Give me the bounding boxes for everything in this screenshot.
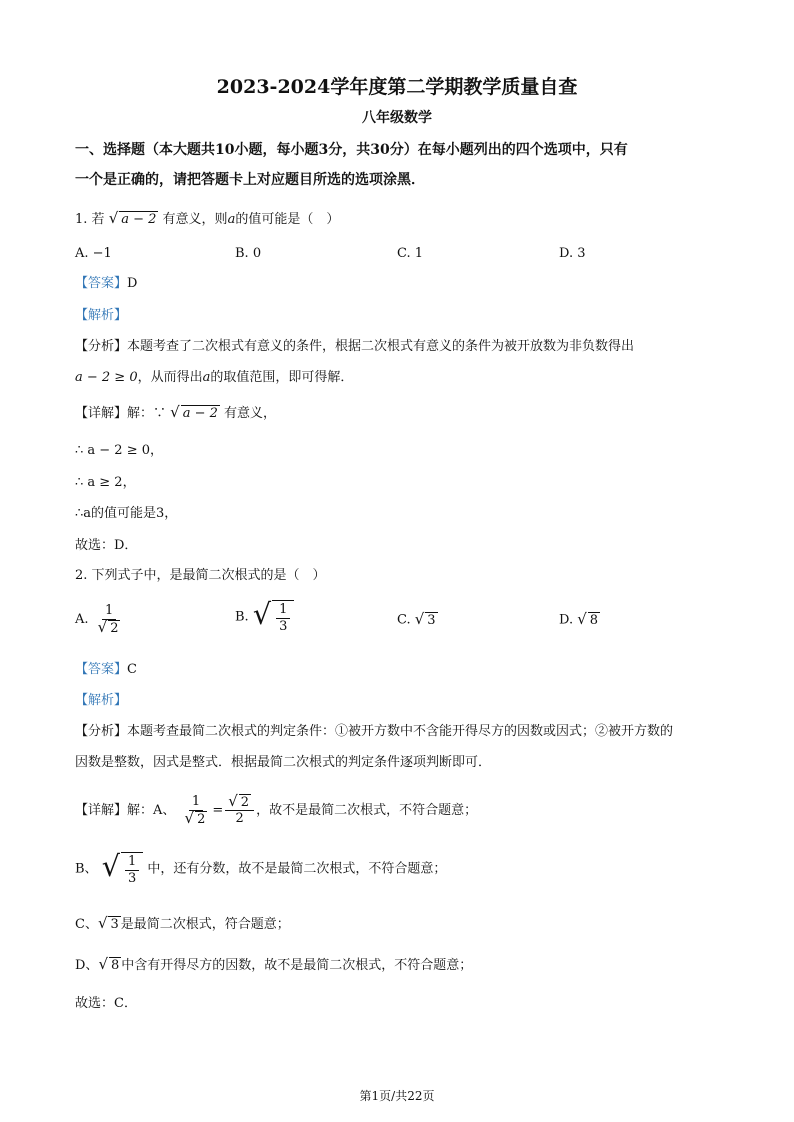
q2-fenxi-line2: 因数是整数，因式是整式．根据最简二次根式的判定条件逐项判断即可．: [75, 755, 492, 770]
q2-detail-a: 【详解】解：A、 1 √ 2 = √ 2 2 ，故不是最简二次根式，不符合题意；: [75, 792, 478, 827]
q2-option-a-den: 2: [110, 620, 119, 636]
q2-detail-b-num: 1: [125, 854, 139, 871]
q2-detail-a-suffix: ，故不是最简二次根式，不符合题意；: [256, 802, 478, 818]
q2-detail-b-den: 3: [127, 870, 137, 886]
q1-option-b: B. 0: [235, 246, 262, 261]
q1-detail-suffix: 有意义，: [224, 406, 277, 421]
q2-option-d: D. √ 8: [559, 610, 599, 628]
q1-analysis-tag: 【解析】: [75, 308, 128, 323]
section-heading-line2: 一个是正确的，请把答题卡上对应题目所选的选项涂黑．: [75, 172, 425, 188]
q2-option-d-label: D.: [559, 612, 574, 628]
q1-detail-prefix: 解：∵: [127, 406, 167, 421]
q2-detail-a-frac: 1 √ 2: [184, 794, 206, 827]
q2-detail-a-num: 1: [189, 794, 203, 811]
q2-detail-a-rnum: 2: [240, 795, 250, 810]
q2-option-c: C. √ 3: [397, 610, 436, 628]
q2-detail-d-radicand: 8: [110, 958, 120, 974]
q2-detail-d-suffix: 中含有开得尽方的因数，故不是最简二次根式，不符合题意；: [121, 958, 473, 973]
q2-analysis-tag: 【解析】: [75, 693, 128, 708]
page-title: 2023-2024学年度第二学期教学质量自查: [216, 76, 578, 98]
q2-detail-b-suffix: 中，还有分数，故不是最简二次根式，不符合题意；: [147, 861, 447, 877]
q2-detail-a-rden: 2: [235, 811, 244, 827]
q2-conclusion: 故选：C．: [75, 996, 137, 1011]
q1-sqrt: √ a − 2: [108, 209, 157, 228]
q2-detail-d: D、 √ 8 中含有开得尽方的因数，故不是最简二次根式，不符合题意；: [75, 955, 473, 974]
q2-option-a-num: 1: [102, 603, 116, 620]
page-footer: 第1页/共22页: [359, 1089, 435, 1103]
q2-option-a: [75, 603, 125, 636]
q1-fenxi-text: 本题考查了二次根式有意义的条件，根据二次根式有意义的条件为被开放数为非负数得出: [127, 339, 635, 354]
q2-option-a-frac: 1 √ 2: [97, 603, 119, 636]
q2-detail-c-radicand: 3: [110, 917, 119, 933]
q1-option-a: A. −1: [75, 246, 112, 261]
q1-fenxi-text2b: 的取值范围，即可得解．: [210, 370, 354, 385]
q1-fenxi-line2: [75, 368, 353, 388]
q2-option-b-den: 3: [279, 618, 288, 634]
q1-var: a: [227, 212, 236, 227]
q1-detail-tag: 【详解】: [75, 406, 128, 421]
q2-option-c-label: C.: [397, 612, 411, 628]
q1-detail-line: [75, 404, 276, 424]
q2-option-b-num: 1: [276, 602, 290, 619]
section-heading-line1: 一、选择题（本大题共10小题，每小题3分，共30分）在每小题列出的四个选项中，只有: [75, 142, 628, 158]
q1-step1: ∴ a − 2 ≥ 0，: [75, 443, 164, 458]
q2-detail-c-suffix: 是最简二次根式，符合题意；: [120, 917, 290, 932]
q1-suffix-a: 有意义，则: [162, 212, 228, 227]
q2-stem: 2. 下列式子中，是最简二次根式的是（ ）: [75, 568, 326, 583]
q2-detail-b-sqrt: √ $\frac{1}{3}$: [102, 852, 144, 886]
page-subtitle: 八年级数学: [362, 110, 432, 126]
q2-option-c-radicand: 3: [427, 613, 436, 628]
q1-radicand: a − 2: [121, 212, 157, 228]
q2-option-b-sqrt: √ $\frac{1}{3}$: [253, 600, 295, 634]
q2-option-a-label: A.: [75, 611, 89, 627]
q2-detail-c-prefix: C、: [75, 917, 98, 932]
q1-conclusion: 故选：D．: [75, 538, 138, 553]
q2-option-b-label: B.: [235, 609, 249, 625]
q1-stem: [75, 210, 339, 230]
q2-detail-d-prefix: D、: [75, 958, 99, 973]
q1-detail-sqrt: √ a − 2: [170, 403, 218, 422]
q1-answer-tag: 【答案】: [75, 276, 128, 291]
q1-fenxi-var: a: [202, 370, 211, 385]
q2-detail-a-prefix: 解：A、: [127, 802, 176, 818]
q2-detail-c: C、 √ 3 是最简二次根式，符合题意；: [75, 914, 290, 933]
q1-step2: ∴ a ≥ 2，: [75, 475, 136, 490]
q2-detail-tag: 【详解】: [75, 802, 128, 818]
q2-detail-b-prefix: B、: [75, 861, 98, 877]
q1-fenxi-line1: [75, 337, 634, 357]
q2-option-d-radicand: 8: [589, 613, 599, 628]
q1-fenxi-expr: a − 2 ≥ 0: [75, 370, 138, 385]
q1-answer-value: D: [127, 276, 138, 291]
q2-fenxi-text1: 本题考查最简二次根式的判定条件：①被开方数中不含能开得尽方的因数或因式；②被开方数的: [127, 724, 674, 739]
q1-suffix-b: 的值可能是（ ）: [235, 212, 340, 227]
q1-prefix: 1. 若: [75, 212, 105, 227]
q2-fenxi-tag: 【分析】: [75, 724, 128, 739]
q1-option-c: C. 1: [397, 246, 424, 261]
q1-step3: ∴a的值可能是3，: [75, 506, 178, 521]
q1-option-d: D. 3: [559, 246, 586, 261]
q1-fenxi-tag: 【分析】: [75, 339, 128, 354]
q2-detail-b: [75, 849, 447, 886]
q2-detail-a-den: 2: [197, 811, 206, 827]
q2-detail-a-result: √ 2 2: [225, 794, 254, 827]
q1-fenxi-text2a: ，从而得出: [137, 370, 203, 385]
q2-answer-value: C: [127, 662, 137, 677]
q1-detail-radicand: a − 2: [182, 406, 218, 422]
q2-option-b: [235, 597, 294, 634]
q2-answer-tag: 【答案】: [75, 662, 128, 677]
q2-answer: [75, 660, 137, 680]
q2-fenxi-line1: [75, 722, 673, 742]
q1-answer: [75, 274, 137, 294]
